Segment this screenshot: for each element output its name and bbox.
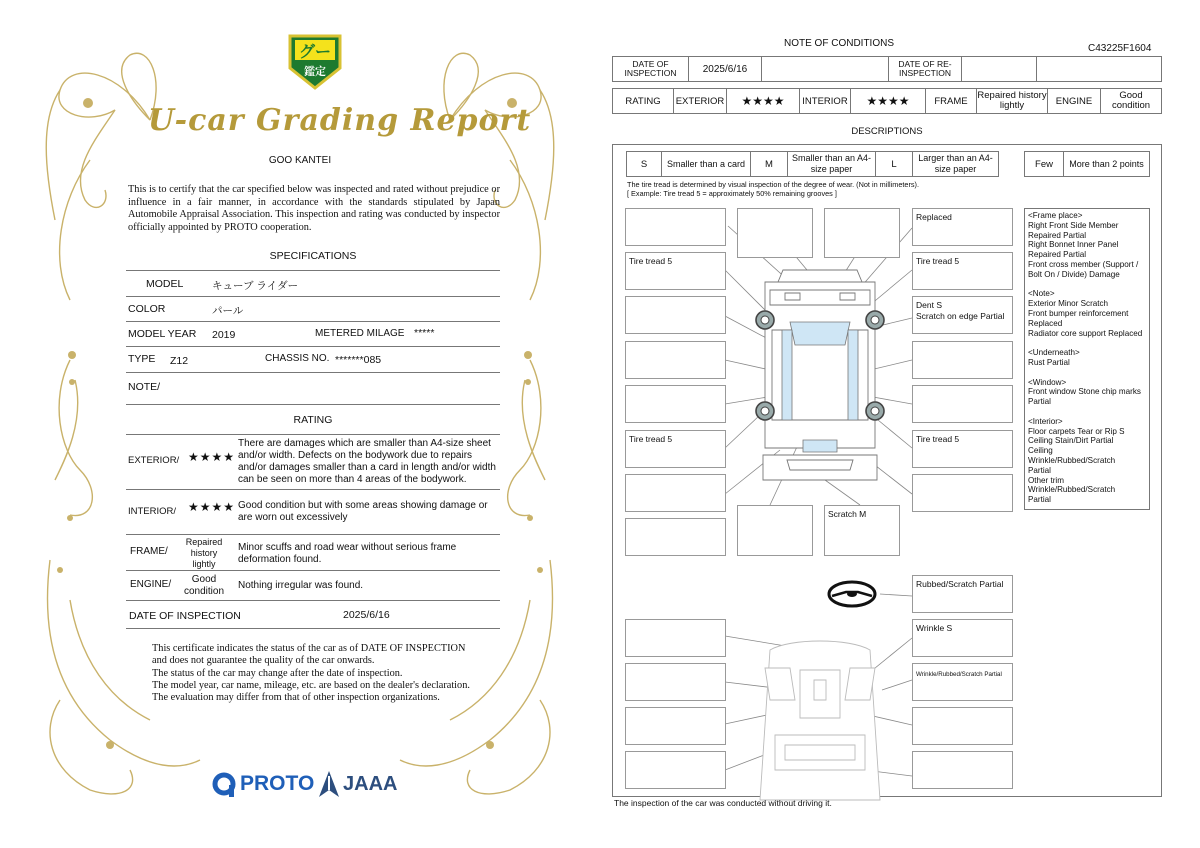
replaced-box bbox=[912, 208, 1013, 246]
divider bbox=[126, 346, 500, 347]
condition-box bbox=[824, 208, 900, 258]
note-line bbox=[1028, 280, 1146, 290]
note-line bbox=[1028, 407, 1146, 417]
rating-label: RATING bbox=[612, 88, 674, 114]
footer-disclaimer bbox=[152, 643, 482, 704]
note-line: Wrinkle/Rubbed/Scratch bbox=[1028, 485, 1116, 495]
dent-scratch-box bbox=[912, 296, 1013, 334]
metered-milage-value: ***** bbox=[414, 327, 435, 339]
proto-logo-text: PROTO bbox=[240, 772, 315, 795]
date-of-reinspection-label: DATE OF RE-INSPECTION bbox=[888, 56, 962, 82]
condition-box bbox=[912, 751, 1013, 789]
wrinkle-box bbox=[912, 619, 1013, 657]
condition-box bbox=[625, 474, 726, 512]
steering-wheel-icon bbox=[829, 582, 875, 606]
note-line: Other trim bbox=[1028, 475, 1064, 485]
engine-description: Nothing irregular was found. bbox=[238, 580, 364, 591]
divider bbox=[126, 570, 500, 571]
goo-kantei-logo bbox=[286, 30, 344, 92]
rating-heading: RATING bbox=[293, 414, 333, 426]
divider bbox=[126, 434, 500, 435]
note-line bbox=[1028, 368, 1146, 378]
tire-box-front-right bbox=[912, 252, 1013, 290]
note-line: Ceiling bbox=[1028, 446, 1053, 456]
report-code: C43225F1604 bbox=[1088, 43, 1152, 54]
divider bbox=[126, 296, 500, 297]
type-label: TYPE bbox=[128, 353, 156, 365]
model-year-label: MODEL YEAR bbox=[128, 328, 197, 340]
condition-box bbox=[625, 296, 726, 334]
legend-few-description: More than 2 points bbox=[1063, 151, 1150, 177]
interior-label: INTERIOR bbox=[799, 88, 851, 114]
metered-milage-label: METERED MILAGE bbox=[315, 328, 405, 339]
logo-kanji-text: 鑑定 bbox=[304, 63, 326, 79]
engine-label: ENGINE/ bbox=[130, 579, 172, 590]
divider bbox=[126, 372, 500, 373]
note-label: NOTE/ bbox=[128, 381, 161, 393]
wrinkle-label: Wrinkle S bbox=[916, 623, 953, 633]
frame-description: Minor scuffs and road wear without serious frame deformation found. bbox=[238, 542, 457, 565]
condition-box bbox=[625, 385, 726, 423]
note-line: Rust Partial bbox=[1028, 357, 1070, 367]
note-line: Front cross member (Support / bbox=[1028, 259, 1139, 269]
exterior-stars: ★★★★ bbox=[726, 88, 800, 114]
legend-m-description: Smaller than an A4-size paper bbox=[787, 151, 876, 177]
frame-value: Repaired history lightly bbox=[185, 537, 223, 569]
condition-box bbox=[912, 474, 1013, 512]
descriptions-heading: DESCRIPTIONS bbox=[612, 119, 1162, 145]
exterior-label: EXTERIOR bbox=[673, 88, 727, 114]
exterior-stars: ★★★★ bbox=[188, 450, 236, 464]
note-line: Repaired Partial bbox=[1028, 230, 1087, 240]
note-line: Floor carpets Tear or Rip S bbox=[1028, 426, 1125, 436]
date-of-inspection-value: 2025/6/16 bbox=[688, 56, 762, 82]
footer-line: The evaluation may differ from that of other inspection organizations. bbox=[152, 692, 440, 704]
condition-box bbox=[625, 663, 726, 701]
condition-box bbox=[737, 505, 813, 556]
note-line: Partial bbox=[1028, 465, 1051, 475]
divider bbox=[126, 628, 500, 629]
condition-box bbox=[625, 751, 726, 789]
logo-mark-text: グー bbox=[298, 42, 332, 61]
divider bbox=[126, 489, 500, 490]
report-subtitle: GOO KANTEI bbox=[268, 155, 332, 166]
note-line: <Underneath> bbox=[1028, 348, 1080, 358]
dent-label: Dent S bbox=[916, 300, 942, 310]
proto-mark-icon bbox=[212, 771, 238, 797]
note-title: NOTE OF CONDITIONS bbox=[784, 38, 894, 49]
tire-note: The tire tread is determined by visual inspection of the degree of wear. (Not in millimeters). bbox=[627, 180, 920, 189]
condition-box bbox=[625, 518, 726, 556]
legend-m: M bbox=[750, 151, 788, 177]
model-value: キューブ ライダー bbox=[212, 280, 299, 292]
wrinkle-rubbed-label: Wrinkle/Rubbed/Scratch Partial bbox=[916, 671, 1002, 678]
note-line: <Window> bbox=[1028, 377, 1067, 387]
condition-box bbox=[625, 341, 726, 379]
condition-box bbox=[912, 385, 1013, 423]
model-year-value: 2019 bbox=[212, 329, 236, 341]
legend-few: Few bbox=[1024, 151, 1064, 177]
note-line: Right Front Side Member bbox=[1028, 220, 1119, 230]
steering-label: Rubbed/Scratch Partial bbox=[916, 579, 1004, 589]
note-line: Exterior Minor Scratch bbox=[1028, 299, 1109, 309]
tire-example: [ Example: Tire tread 5 = approximately 50% remaining grooves ] bbox=[627, 189, 837, 198]
chassis-value: *******085 bbox=[335, 354, 382, 366]
note-line: Radiator core support Replaced bbox=[1028, 328, 1143, 338]
note-line: Front bumper reinforcement bbox=[1028, 308, 1129, 318]
color-label: COLOR bbox=[128, 303, 166, 315]
exterior-label: EXTERIOR/ bbox=[128, 455, 180, 466]
report-title: U-car Grading Report bbox=[148, 103, 532, 138]
interior-stars: ★★★★ bbox=[850, 88, 926, 114]
note-line: Partial bbox=[1028, 495, 1051, 505]
frame-value: Repaired history lightly bbox=[976, 88, 1048, 114]
frame-label: FRAME bbox=[925, 88, 977, 114]
note-line: <Interior> bbox=[1028, 416, 1063, 426]
bottom-note: The inspection of the car was conducted without driving it. bbox=[614, 798, 832, 808]
jaaa-mark-icon bbox=[318, 770, 340, 798]
scratch-m-label: Scratch M bbox=[828, 509, 867, 519]
condition-box bbox=[625, 208, 726, 246]
engine-value: Good condition bbox=[1100, 88, 1162, 114]
legend-l: L bbox=[875, 151, 913, 177]
legend-s: S bbox=[626, 151, 662, 177]
proto-logo bbox=[212, 770, 314, 798]
footer-line: The model year, car name, mileage, etc. are based on the dealer's declaration. bbox=[152, 679, 470, 691]
tire-box-rear-right bbox=[912, 430, 1013, 468]
note-line: Wrinkle/Rubbed/Scratch bbox=[1028, 455, 1116, 465]
jaaa-logo bbox=[318, 770, 397, 798]
jaaa-logo-text: JAAA bbox=[343, 772, 398, 795]
exterior-description: There are damages which are smaller than A4-size sheet and/or width. Defects on the bodywork due to repairs and/or damages smaller than a card in length and/or width can be seen on more than 4 areas of the bodywork. bbox=[238, 438, 496, 485]
tire-rear-right-label: Tire tread 5 bbox=[916, 434, 960, 444]
note-line: <Note> bbox=[1028, 289, 1055, 299]
scratch-m-box bbox=[824, 505, 900, 556]
legend-l-description: Larger than an A4-size paper bbox=[912, 151, 999, 177]
tire-front-right-label: Tire tread 5 bbox=[916, 256, 960, 266]
note-line: Bolt On / Divide) Damage bbox=[1028, 269, 1120, 279]
scratch-edge-label: Scratch on edge Partial bbox=[916, 311, 1005, 321]
divider bbox=[126, 404, 500, 405]
engine-label: ENGINE bbox=[1047, 88, 1101, 114]
color-value: パール bbox=[212, 305, 244, 317]
tire-box-rear-left bbox=[625, 430, 726, 468]
interior-stars: ★★★★ bbox=[188, 500, 236, 514]
tire-front-left-label: Tire tread 5 bbox=[629, 256, 673, 266]
chassis-label: CHASSIS NO. bbox=[265, 353, 330, 364]
interior-diagram bbox=[760, 641, 880, 800]
tire-rear-left-label: Tire tread 5 bbox=[629, 434, 673, 444]
interior-label: INTERIOR/ bbox=[128, 506, 177, 517]
note-line: Repaired Partial bbox=[1028, 250, 1087, 260]
condition-box bbox=[625, 619, 726, 657]
date-of-inspection-label: DATE OF INSPECTION bbox=[612, 56, 689, 82]
certification-text: This is to certify that the car specified below was inspected and rated without prejudice or influence in a fair manner, in accordance with the standards stipulated by Japan Automobile Appraisal Association. This inspection and rating was conducted by inspector officially appointed by PROTO cooperation. bbox=[128, 184, 500, 233]
note-line: Right Bonnet Inner Panel bbox=[1028, 240, 1119, 250]
note-line: <Frame place> bbox=[1028, 211, 1083, 220]
divider bbox=[126, 534, 500, 535]
condition-box bbox=[737, 208, 813, 258]
footer-line: The status of the car may change after the date of inspection. bbox=[152, 667, 403, 679]
type-value: Z12 bbox=[170, 355, 189, 367]
note-line: Replaced bbox=[1028, 318, 1063, 328]
date-of-inspection-label: DATE OF INSPECTION bbox=[129, 610, 241, 622]
condition-box bbox=[625, 707, 726, 745]
note-line: Ceiling Stain/Dirt Partial bbox=[1028, 436, 1114, 446]
description-notes bbox=[1024, 208, 1150, 510]
tire-box-front-left bbox=[625, 252, 726, 290]
divider bbox=[126, 321, 500, 322]
specifications-heading: SPECIFICATIONS bbox=[269, 250, 357, 262]
interior-description: Good condition but with some areas showing damage or are worn out excessively bbox=[238, 500, 488, 523]
condition-box bbox=[912, 341, 1013, 379]
condition-box bbox=[912, 707, 1013, 745]
wrinkle-rubbed-box bbox=[912, 663, 1013, 701]
engine-value: Good condition bbox=[183, 574, 225, 597]
replaced-label: Replaced bbox=[916, 212, 952, 222]
steering-box bbox=[912, 575, 1013, 613]
divider bbox=[126, 270, 500, 271]
model-label: MODEL bbox=[146, 278, 184, 290]
date-of-inspection-value: 2025/6/16 bbox=[343, 609, 390, 621]
note-line: Front window Stone chip marks bbox=[1028, 387, 1141, 397]
legend-s-description: Smaller than a card bbox=[661, 151, 751, 177]
note-line: Partial bbox=[1028, 397, 1051, 407]
frame-label: FRAME/ bbox=[130, 546, 168, 557]
note-line bbox=[1028, 338, 1146, 348]
divider bbox=[126, 600, 500, 601]
footer-line: This certificate indicates the status of the car as of DATE OF INSPECTION and does not guarantee the quality of the car onwards. bbox=[152, 643, 466, 667]
